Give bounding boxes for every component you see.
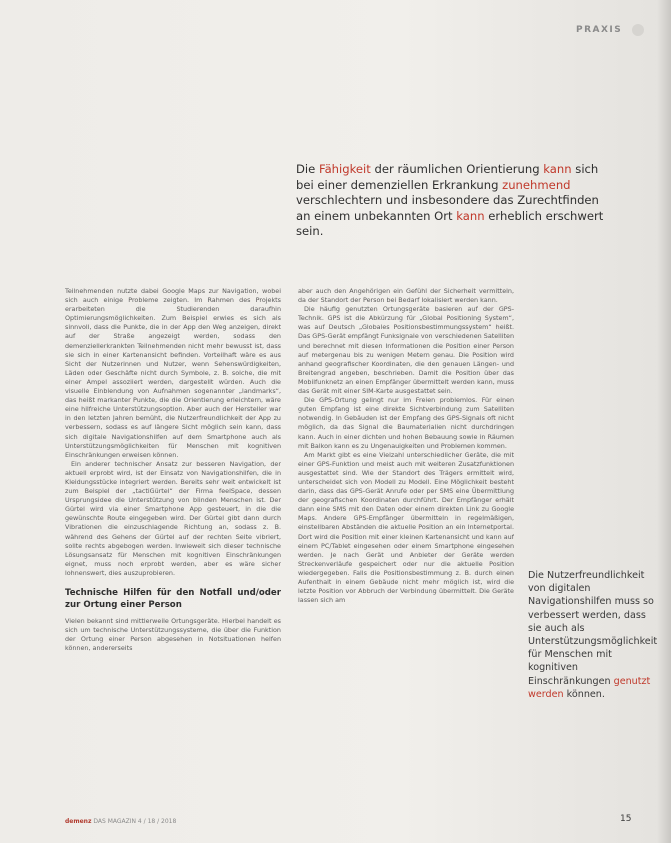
body-paragraph: aber auch den Angehörigen ein Gefühl der Sicherheit vermitteln, da der Standort der Person bei Bedarf lokalisiert werden kann. <box>298 287 514 305</box>
side-pull-quote <box>528 569 662 701</box>
page-number: 15 <box>620 814 632 824</box>
pull-quote-highlight: kann <box>456 208 485 223</box>
side-quote-text: Die Nutzerfreundlichkeit von digitalen Navigationshilfen muss so verbessert werden, dass sie auch als Unterstützungsmöglichkeit für Menschen mit kognitiven Einschränkungen <box>528 570 658 687</box>
pull-quote-text: der räumlichen Orientierung <box>370 162 544 176</box>
body-column-middle <box>298 287 514 817</box>
section-header <box>576 20 666 40</box>
pull-quote <box>296 162 616 240</box>
section-label: PRAXIS <box>576 25 623 35</box>
body-paragraph: Vielen bekannt sind mittlerweile Ortungsgeräte. Hierbei handelt es sich um technische Unterstützungssysteme, die über die Funktion der Ortung einer Person abgesehen in Notsituationen helfen können, andererseits <box>65 617 281 653</box>
section-subheading: Technische Hilfen für den Notfall und/oder zur Ortung einer Person <box>65 588 281 610</box>
pull-quote-text: sich bei einer demenziellen Erkrankung <box>296 162 599 192</box>
footer-credit <box>65 818 176 825</box>
side-quote-text: können. <box>563 688 605 700</box>
pull-quote-text: Die <box>296 162 319 176</box>
body-paragraph: Teilnehmenden nutzte dabei Google Maps zur Navigation, wobei sich auch einige Probleme zeigten. Im Rahmen des Projekts erarbeiteten die Studierenden daraufhin Optimierungsmöglichkeiten. Zum Beispiel erwies es sich als sinnvoll, dass die Punkte, die in der App den Weg anzeigen, direkt auf der Straße angezeigt werden, sodass den demenziellerkrankten Teilnehmenden nicht mehr bewusst ist, dass sie sich in einer Kartenansicht befinden. Vorteilhaft wäre es aus Sicht der Nutzerinnen und Nutzer, wenn Sehenswürdigkeiten, Läden oder Geschäfte nicht durch Symbole, z. B. solche, die mit einer Ampel assoziiert werden, dargestellt würden. Auch die visuelle Einblendung von Aufnahmen sogenannter „landmarks“, das heißt markanter Punkte, die die Orientierung erleichtern, wäre eine hilfreiche Unterstützungsoption. Aber auch der Hersteller war in den letzten Jahren bemüht, die Nutzerfreundlichkeit der App zu verbessern, sodass es auf längere Sicht möglich sein kann, dass sich digitale Navigationshilfen auf dem Smartphone auch als Unterstützungsmöglichkeiten für Menschen mit kognitiven Einschränkungen erweisen können. <box>65 287 281 459</box>
body-paragraph: Am Markt gibt es eine Vielzahl unterschiedlicher Geräte, die mit einer GPS-Funktion und meist auch mit weiteren Zusatzfunktionen ausgestattet sind. Wie der Standort des Trägers ermittelt wird, unterscheidet sich von Modell zu Modell. Eine Möglichkeit besteht darin, dass das GPS-Gerät Anrufe oder per SMS eine Übermittlung der geografischen Koordinaten durchführt. Der Empfänger erhält dann eine SMS mit den Daten oder einem direkten Link zu Google Maps. Andere GPS-Empfänger übermitteln in regelmäßigen, einstellbaren Abständen die aktuelle Position an ein Internetportal. Dort wird die Position mit einer kleinen Kartenansicht und kann auf einem PC/Tablet eingesehen oder einem Smartphone eingesehen werden. Je nach Gerät und Anbieter der Geräte werden Streckenverläufe gespeichert oder nur die aktuelle Position wiedergegeben. Falls die Positionsbestimmung z. B. durch einen Aufenthalt in einem Gebäude nicht mehr möglich ist, wird die letzte Position vor Abbruch der Verbindung übermittelt. Die Geräte lassen sich am <box>298 450 514 605</box>
body-paragraph: Ein anderer technischer Ansatz zur besseren Navigation, der aktuell erprobt wird, ist der Einsatz von Navigationshilfen, die in Kleidungsstücke integriert werden. Bereits sehr weit entwickelt ist zum Beispiel der „tactiGürtel“ der Firma feelSpace, dessen Ursprungsidee die Unterstützung von blinden Menschen ist. Der Gürtel wird via einer Smartphone App gesteuert, in die die gewünschte Route eingegeben wird. Der Gürtel gibt dann durch Vibrationen die einzuschlagende Richtung an, sodass z. B. während des Gehens der Gürtel auf der rechten Seite vibriert, sollte rechts abgebogen werden. Inwieweit sich dieser technische Lösungsansatz für Menschen mit kognitiven Einschränkungen eignet, muss noch erprobt werden, aber es wäre sicher lohnenswert, dies auszuprobieren. <box>65 459 281 577</box>
pull-quote-highlight: kann <box>543 162 572 176</box>
body-column-left <box>65 287 281 817</box>
pull-quote-highlight: Fähigkeit <box>318 162 371 176</box>
pull-quote-text: verschlechtern und insbesondere das Zurechtfinden an einem unbekannten Ort <box>296 193 599 223</box>
footer-magazine-name: demenz <box>65 818 92 825</box>
pull-quote-text: erheblich erschwert sein. <box>296 208 604 239</box>
page-spine-shadow <box>657 0 671 843</box>
body-paragraph: Die häufig genutzten Ortungsgeräte basieren auf der GPS-Technik. GPS ist die Abkürzung für „Global Positioning System“, was auf Deutsch „Globales Positionsbestimmungssystem“ heißt. Das GPS-Gerät empfängt Funksignale von verschiedenen Satelliten und berechnet mit diesen Informationen die Position einer Person auf metergenau bis zu wenigen Metern genau. Die Position wird anhand geografischer Koordinaten, die den genauen Längen- und Breitengrad angeben, beschrieben. Damit die Position über das Mobilfunknetz an einen Empfänger übermittelt werden kann, muss das Gerät mit einer SIM-Karte ausgestattet sein. <box>298 305 514 396</box>
side-quote-highlight: genutzt werden <box>528 675 651 700</box>
section-marker-icon <box>632 24 644 36</box>
pull-quote-highlight: zunehmend <box>502 177 571 192</box>
body-paragraph: Die GPS-Ortung gelingt nur im Freien problemlos. Für einen guten Empfang ist eine direkte Sichtverbindung zum Satelliten notwendig. In Gebäuden ist der Empfang des GPS-Signals oft nicht möglich, da das Signal die Baumaterialien nicht durchdringen kann. Auch in einer dichten und hohen Bebauung sowie in Räumen mit Balkon kann es zu Ungenauigkeiten und Problemen kommen. <box>298 396 514 450</box>
footer-issue: DAS MAGAZIN 4 / 18 / 2018 <box>93 818 177 825</box>
